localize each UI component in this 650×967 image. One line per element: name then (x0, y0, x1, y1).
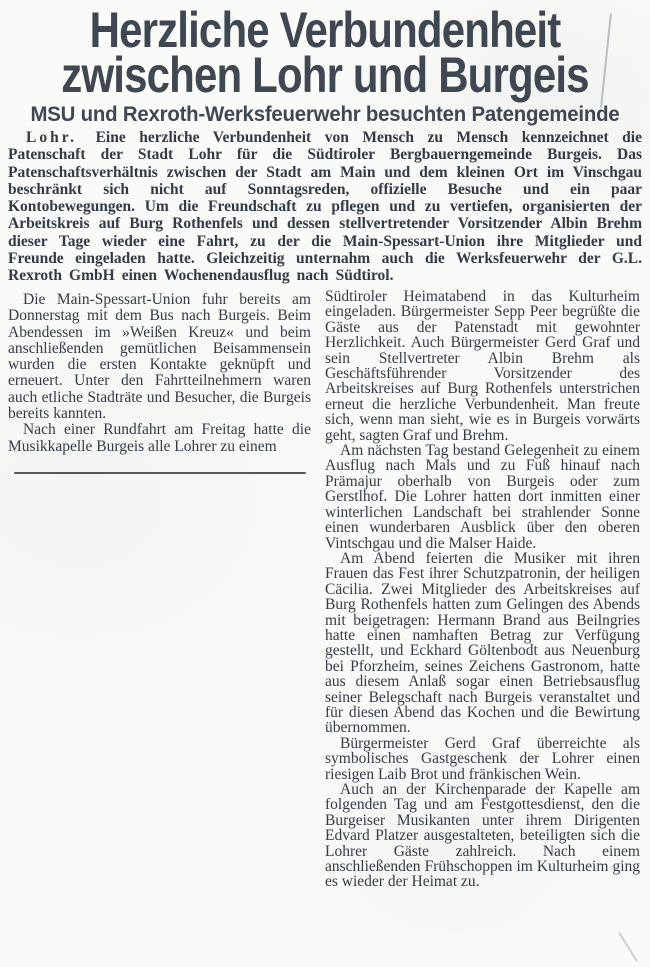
scan-scratch-mark (618, 932, 637, 962)
article-header (0, 2, 650, 126)
article-paragraph: Auch an der Kirchenparade der Kapelle am folgenden Tag und am Festgottesdienst, den die Burgeiser Musikanten unter ihrem Dirigenten Edvard Platzer ausgestalteten, beteiligten sich die Lohrer Gäste zahlreich. Nach einem anschließenden Frühschoppen im Kulturheim ging es wieder der Heimat zu. (325, 781, 640, 891)
article-paragraph: Am nächsten Tag bestand Gelegenheit zu einem Ausflug nach Mals und zu Fuß hinauf nach Prämajur oberhalb von Burgeis oder zum Gerstlhof. Die Lohrer hatten dort inmitten einer winterlichen Landschaft bei strahlender Sonne einen wunderbaren Ausblick über den oberen Vintschgau und die Malser Haide. (325, 442, 640, 552)
article-paragraph: Bürgermeister Gerd Graf überreichte als symbolisches Gastgeschenk der Lohrer einen riesigen Laib Brot und fränkischen Wein. (325, 734, 640, 783)
article-paragraph: Am Abend feierten die Musiker mit ihren Frauen das Fest ihrer Schutzpatronin, der heiligen Cäcilia. Zwei Mitglieder des Arbeitskreises auf Burg Rothenfels hatten zum Gelingen des Abends mit beigetragen: Hermann Brand aus Beilngries hatte einen namhaften Betrag zur Verfügung gestellt, und Eckhard Göltenbodt aus Neuenburg bei Pforzheim, seines Zeichens Gastronom, hatte aus diesem Anlaß sogar einen Betriebsausflug seiner Belegschaft nach Burgeis veranstaltet und für diesen Abend das Kochen und die Bewirtung übernommen. (325, 549, 640, 737)
headline-line-1: Herzliche Verbundenheit (89, 2, 561, 58)
article-paragraph: Die Main-Spessart-Union fuhr bereits am Donnerstag mit dem Bus nach Burgeis. Beim Abendessen im »Weißen Kreuz« und beim anschließenden gemütlichen Beisammensein wurden die ersten Kontakte geknüpft und erneuert. Unter den Fahrtteilnehmern waren auch etliche Stadträte und Besucher, die Burgeis bereits kannten. (8, 291, 311, 423)
left-column (8, 292, 311, 474)
dateline: Lohr. (26, 129, 78, 146)
article-paragraph: Nach einer Rundfahrt am Freitag hatte die Musikkapelle Burgeis alle Lohrer zu einem (8, 421, 311, 455)
subheadline: MSU und Rexroth-Werksfeuerwehr besuchten Patengemeinde (30, 103, 620, 126)
clipping-divider-rule (14, 472, 306, 474)
lead-paragraph (8, 129, 642, 285)
headline (0, 2, 650, 103)
headline-line-2: zwischen Lohr und Burgeis (61, 47, 589, 103)
lead-text: Eine herzliche Verbundenheit von Mensch zu Mensch kennzeichnet die Patenschaft der Stadt Lohr für die Südtiroler Bergbauerngemeinde Burgeis. Das Patenschaftsverhältnis zwischen der Stadt am Main und dem kleinen Ort im Vinschgau beschränkt sich nicht auf Sonntagsreden, offizielle Besuche und ein paar Kontobewegungen. Um die Freundschaft zu pflegen und zu vertiefen, organisierten der Arbeitskreis auf Burg Rothenfels und dessen stellvertretender Vorsitzender Albin Brehm dieser Tage wieder eine Fahrt, zu der die Main-Spessart-Union ihre Mitglieder und Freunde eingeladen hatte. Gleichzeitig unternahm auch die Werksfeuerwehr der G.L. Rexroth GmbH einen Wochenendausflug nach Südtirol. (8, 129, 642, 285)
right-column (325, 289, 640, 890)
article-paragraph: Südtiroler Heimatabend in das Kulturheim eingeladen. Bürgermeister Sepp Peer begrüßte die Gäste aus der Patenstadt mit gewohnter Herzlichkeit. Auch Bürgermeister Gerd Graf und sein Stellvertreter Albin Brehm als Geschäftsführender Vorsitzender des Arbeitskreises auf Burg Rothenfels unterstrichen erneut die herzliche Verbundenheit. Man freute sich, wenn man sieht, wie es in Burgeis vorwärts geht, sagten Graf und Brehm. (325, 288, 640, 444)
